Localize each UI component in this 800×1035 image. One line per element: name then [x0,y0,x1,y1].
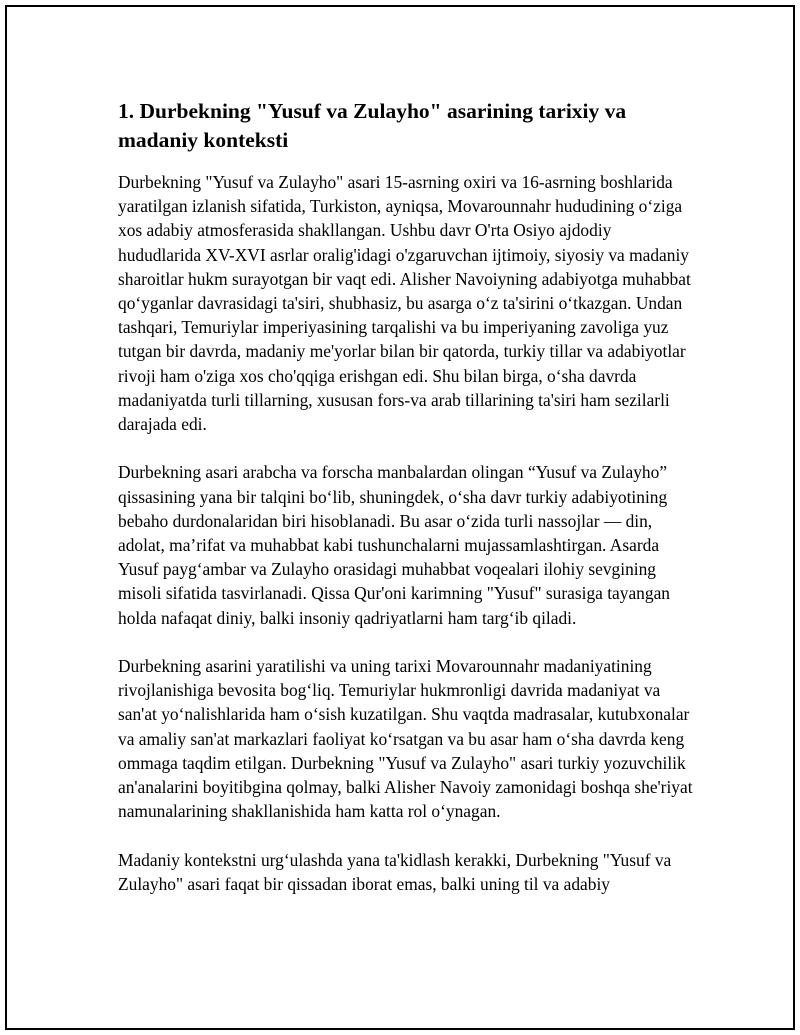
document-page [5,5,795,1030]
paragraph-1: Durbekning "Yusuf va Zulayho" asari 15-asrning oxiri va 16-asrning boshlarida yaratilgan izlanish sifatida, Turkiston, ayniqsa, Movarounnahr hududining o‘ziga xos adabiy atmosferasida shakllangan. Ushbu davr O'rta Osiyo ajdodiy hududlarida XV-XVI asrlar oralig'idagi o'zgaruvchan ijtimoiy, siyosiy va madaniy sharoitlar hukm surayotgan bir vaqt edi. Alisher Navoiyning adabiyotga muhabbat qo‘yganlar davrasidagi ta'siri, shubhasiz, bu asarga o‘z ta'sirini o‘tkazgan. Undan tashqari, Temuriylar imperiyasining tarqalishi va bu imperiyaning zavoliga yuz tutgan bir davrda, madaniy me'yorlar bilan bir qatorda, turkiy tillar va adabiyotlar rivoji ham o'ziga xos cho'qqiga erishgan edi. Shu bilan birga, o‘sha davrda madaniyatda turli tillarning, xususan fors-va arab tillarining ta'siri ham sezilarli darajada edi. [118,172,691,435]
paragraph-2: Durbekning asari arabcha va forscha manbalardan olingan “Yusuf va Zulayho” qissasining yana bir talqini bo‘lib, shuningdek, o‘sha davr turkiy adabiyotining bebaho durdonalaridan biri hisoblanadi. Bu asar o‘zida turli nassojlar — din, adolat, ma’rifat va muhabbat kabi tushunchalarni mujassamlashtirgan. Asarda Yusuf payg‘ambar va Zulayho orasidagi muhabbat voqealari ilohiy sevgining misoli sifatida tasvirlanadi. Qissa Qur'oni karimning "Yusuf" surasiga tayangan holda nafaqat diniy, balki insoniy qadriyatlarni ham targ‘ib qiladi. [118,462,670,628]
section-heading: 1. Durbekning "Yusuf va Zulayho" asarining tarixiy va madaniy konteksti [118,99,627,152]
document-content [118,97,696,920]
paragraph-3: Durbekning asarini yaratilishi va uning tarixi Movarounnahr madaniyatining rivojlanishiga bevosita bog‘liq. Temuriylar hukmronligi davrida madaniyat va san'at yo‘nalishlarida ham o‘sish kuzatilgan. Shu vaqtda madrasalar, kutubxonalar va amaliy san'at markazlari faoliyat ko‘rsatgan va bu asar ham o‘sha davrda keng ommaga taqdim etilgan. Durbekning "Yusuf va Zulayho" asari turkiy yozuvchilik an'analarini boyitibgina qolmay, balki Alisher Navoiy zamonidagi boshqa she'riyat namunalarining shakllanishida ham katta rol o‘ynagan. [118,656,693,822]
paragraph-4: Madaniy kontekstni urg‘ulashda yana ta'kidlash kerakki, Durbekning "Yusuf va Zulayho" asari faqat bir qissadan iborat emas, balki uning til va adabiy [118,849,672,894]
